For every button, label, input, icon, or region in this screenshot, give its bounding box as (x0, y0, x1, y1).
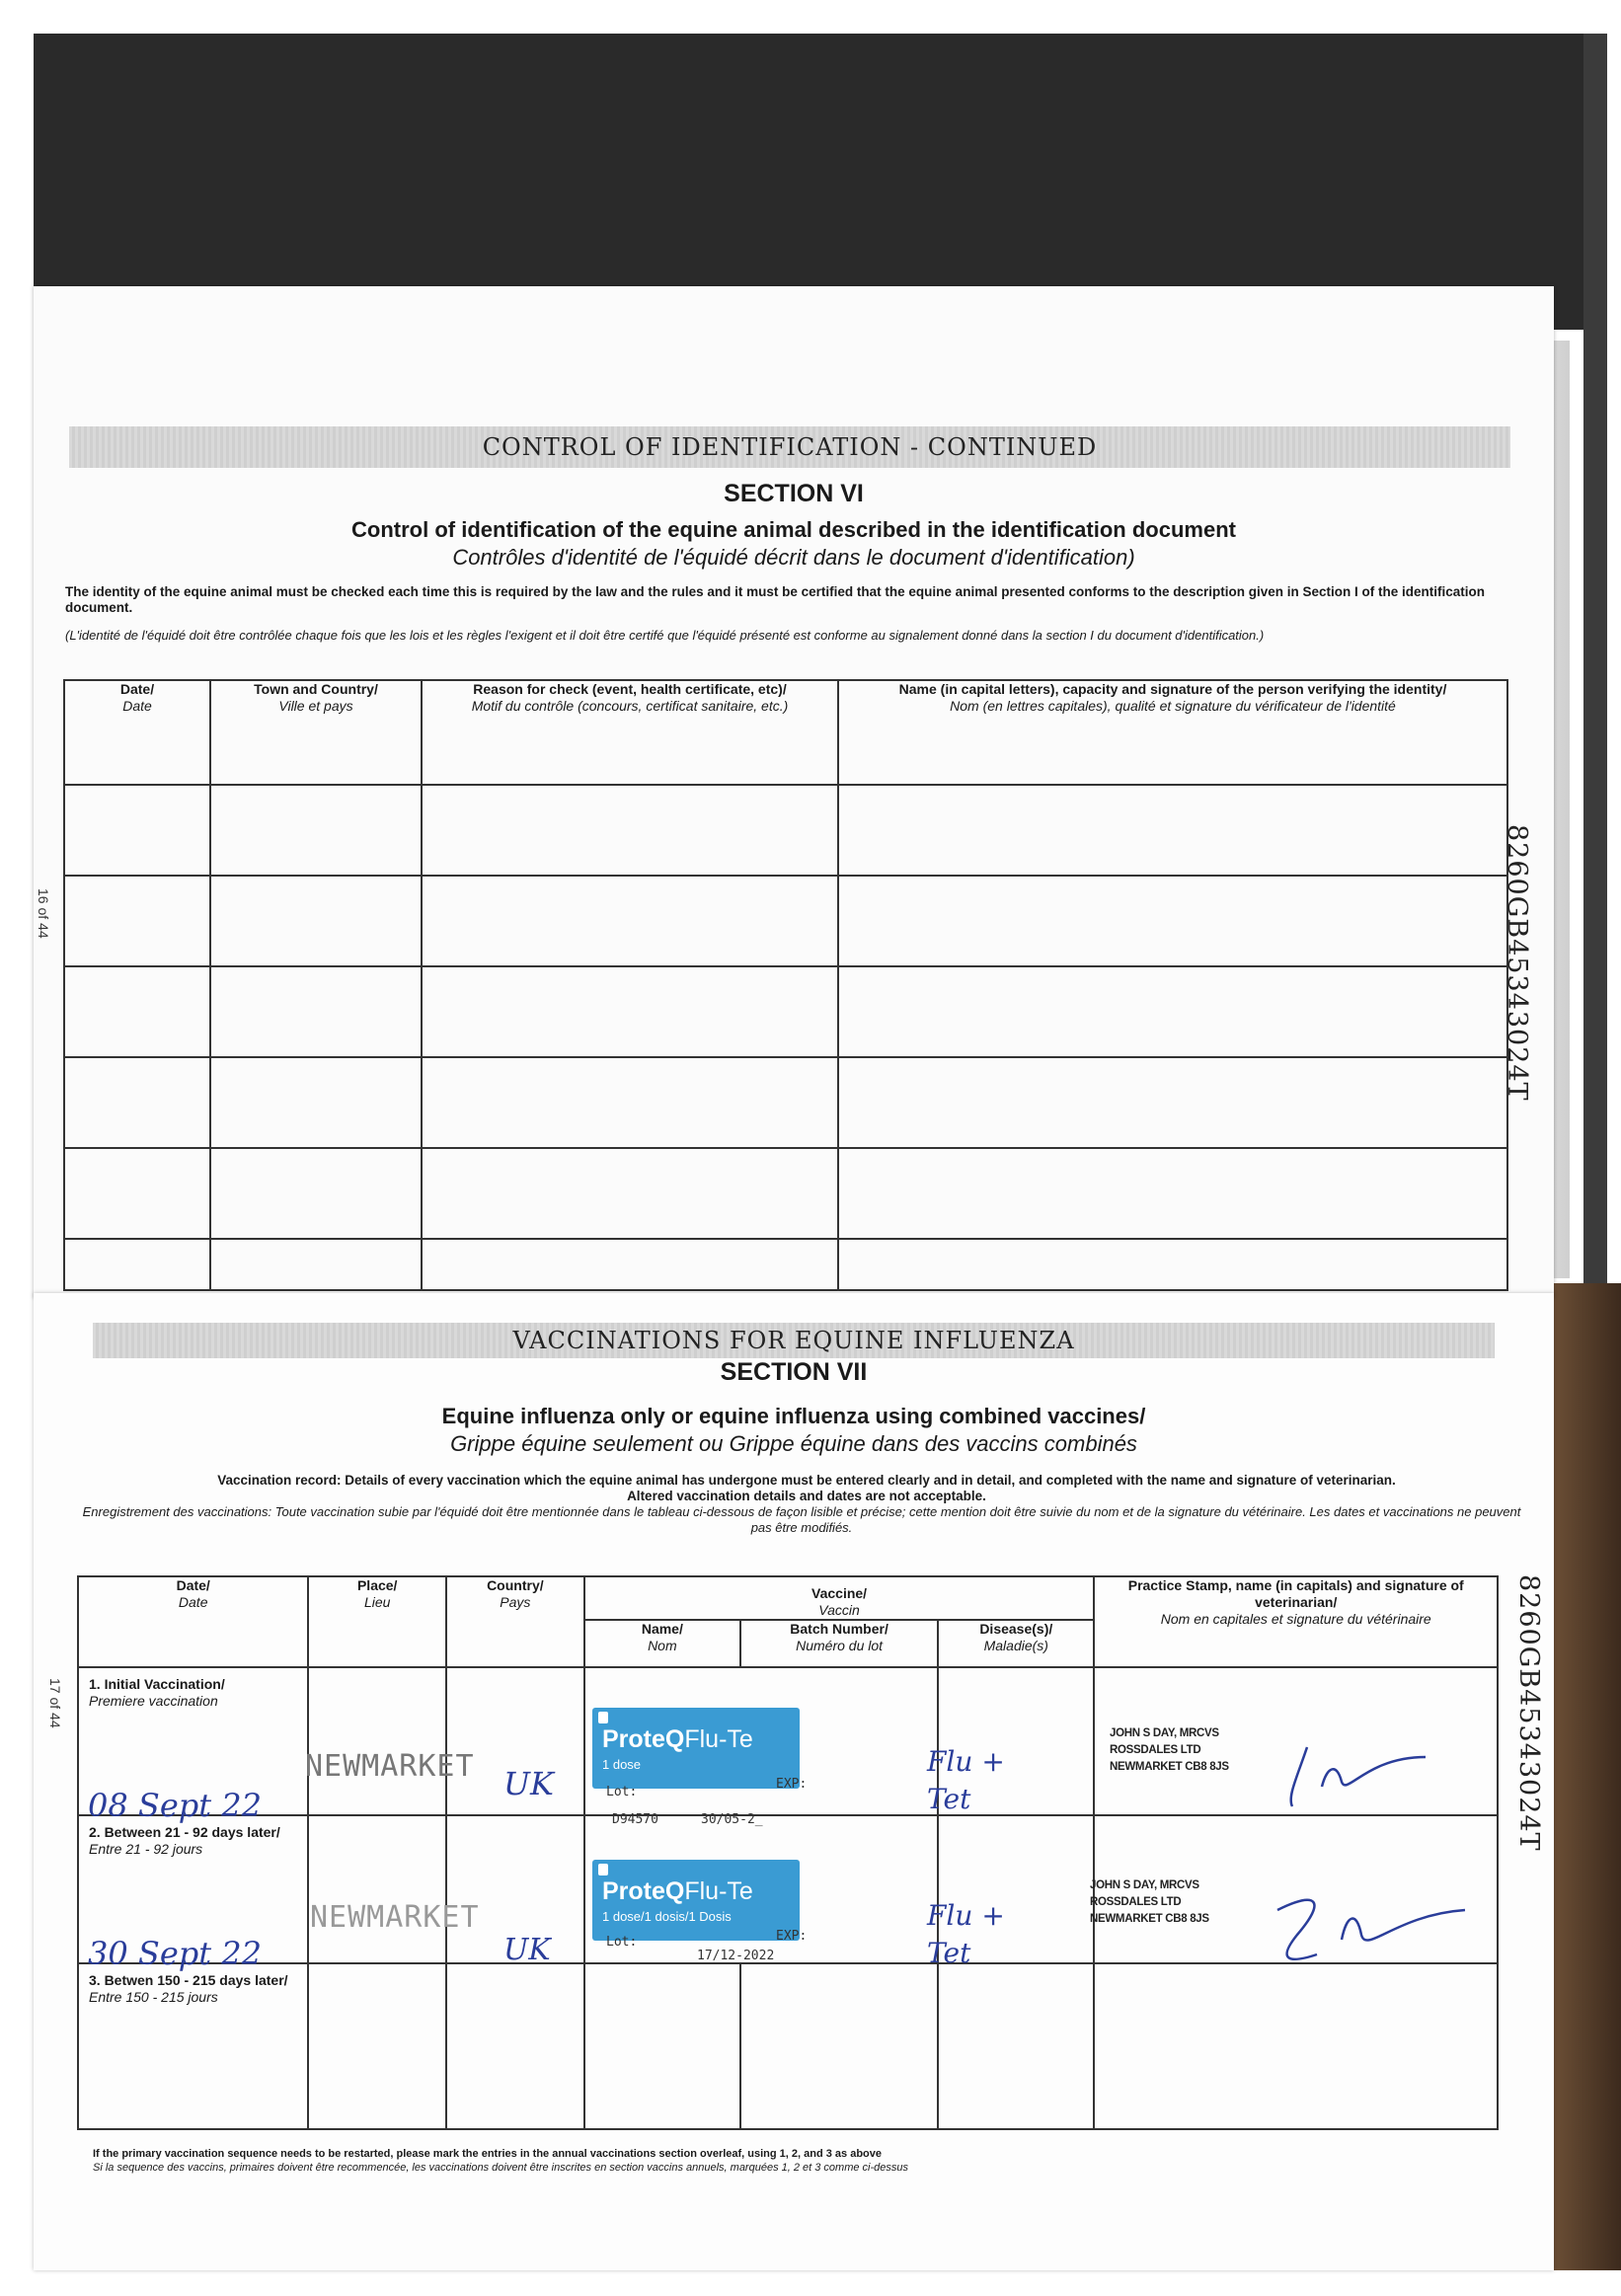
header-en: Town and Country/ (254, 681, 378, 697)
vet-name: JOHN S DAY, MRCVS (1110, 1727, 1219, 1739)
batch-number: D94570 (612, 1812, 658, 1827)
row-label-en: 2. Between 21 - 92 days later/ (89, 1824, 280, 1840)
expiry-date: 30/05-2_ (701, 1812, 763, 1827)
column-header-country (446, 1576, 584, 1667)
table-cell[interactable] (422, 1057, 838, 1148)
section-banner: CONTROL OF IDENTIFICATION - CONTINUED (69, 426, 1510, 468)
vet-practice: ROSSDALES LTD (1110, 1744, 1201, 1756)
header-fr: Numéro du lot (796, 1638, 884, 1653)
lot-label: Lot: (606, 1785, 638, 1799)
header-en: Date/ (119, 681, 155, 697)
table-cell[interactable] (64, 876, 210, 966)
header-en: Name (in capital letters), capacity and signature of the person verifying the identity/ (898, 681, 1447, 697)
table-cell[interactable] (838, 1148, 1507, 1239)
vaccine-type: Flu-Te (684, 1725, 753, 1753)
handwritten-date: 08 Sept 22 (88, 1787, 262, 1824)
section-subtitle-fr: Grippe équine seulement ou Grippe équine dans des vaccins combinés (450, 1431, 1137, 1456)
expiry-date: 17/12-2022 (697, 1949, 775, 1963)
row-label-fr: Entre 21 - 92 jours (89, 1841, 203, 1857)
column-header-disease (938, 1620, 1094, 1667)
table-cell[interactable] (838, 785, 1507, 876)
column-header-vaccine (584, 1576, 1095, 1620)
handwritten-disease: Flu + Tet (927, 1745, 1005, 1815)
header-fr: Pays (500, 1594, 531, 1610)
table-cell[interactable] (210, 1148, 422, 1239)
row-label-fr: Entre 150 - 215 jours (89, 1989, 218, 2005)
vet-signature (1268, 1737, 1465, 1816)
header-fr: Date (122, 698, 152, 714)
table-cell[interactable] (422, 1148, 838, 1239)
vaccine-brand (602, 1725, 753, 1754)
table-cell[interactable] (64, 1057, 210, 1148)
vaccination-table (77, 1575, 1499, 2130)
record-instructions-en: Vaccination record: Details of every vaccination which the equine animal has undergone must be entered clearly and in detail, and completed with the name and signature of veterinarian. (217, 1473, 1396, 1488)
place-stamp: NEWMARKET (305, 1749, 475, 1784)
table-header-row (78, 1576, 1498, 1620)
sticker-arrow-icon (598, 1864, 608, 1875)
header-fr: Motif du contrôle (concours, certificat sanitaire, etc.) (471, 698, 789, 714)
table-cell[interactable] (64, 785, 210, 876)
column-header-verifier (838, 680, 1507, 785)
table-row (64, 1239, 1507, 1290)
footnote-en: If the primary vaccination sequence needs to be restarted, please mark the entries in the annual vaccinations section overleaf, using 1, 2, and 3 as above (93, 2148, 883, 2160)
table-row (64, 876, 1507, 966)
vet-practice: ROSSDALES LTD (1090, 1896, 1182, 1908)
place-cell[interactable] (308, 1815, 446, 1963)
table-cell[interactable] (422, 966, 838, 1057)
table-cell[interactable] (210, 966, 422, 1057)
table-row (64, 785, 1507, 876)
page-section-vi (34, 286, 1554, 1298)
scan-background-right (1583, 34, 1607, 1287)
handwritten-disease: Flu + Tet (927, 1899, 1005, 1969)
section-title: SECTION VII (720, 1358, 868, 1386)
table-cell[interactable] (838, 1057, 1507, 1148)
vaccination-row-3 (78, 1963, 1498, 2129)
place-cell[interactable] (308, 1963, 446, 2129)
vet-signature (1258, 1885, 1485, 1974)
section-banner: VACCINATIONS FOR EQUINE INFLUENZA (93, 1323, 1495, 1358)
column-header-practice-stamp (1094, 1576, 1498, 1667)
header-en: Batch Number/ (790, 1621, 888, 1637)
table-cell[interactable] (210, 876, 422, 966)
header-fr: Nom (en lettres capitales), qualité et signature du vérificateur de l'identité (950, 698, 1396, 714)
column-header-date (64, 680, 210, 785)
column-header-town-country (210, 680, 422, 785)
exp-label: EXP: (776, 1777, 808, 1792)
section-subtitle-en: Equine influenza only or equine influenza using combined vaccines/ (441, 1404, 1146, 1428)
disease-cell[interactable] (938, 1963, 1094, 2129)
table-cell[interactable] (210, 1239, 422, 1290)
table-header-row (64, 680, 1507, 785)
header-fr: Date (178, 1594, 208, 1610)
table-cell[interactable] (838, 1239, 1507, 1290)
header-fr: Nom (648, 1638, 677, 1653)
instructions-fr: (L'identité de l'équidé doit être contrôlée chaque fois que les lois et les règles l'exigent et il doit être certifé que l'équidé présenté est conforme au signalement donné dans la section I du document d'identification.) (65, 628, 1265, 643)
header-en: Name/ (641, 1621, 683, 1637)
page-section-vii (34, 1293, 1554, 2270)
header-en: Vaccine/ (811, 1585, 868, 1601)
record-instructions-fr: Enregistrement des vaccinations: Toute vaccination subie par l'équidé doit être mentionnée dans le tableau ci-dessous de façon lisible et précise; cette mention doit être suivie du nom et de la signature du vétérinaire. Les dates et vaccinations ne peuvent pas être modifiés. (82, 1504, 1521, 1535)
header-fr: Nom en capitales et signature du vétérinaire (1160, 1611, 1431, 1627)
header-en: Place/ (356, 1577, 398, 1593)
page-number: 17 of 44 (47, 1678, 63, 1728)
table-row (64, 1057, 1507, 1148)
passport-id-side: 8260GB45343024T (1502, 824, 1532, 1102)
vaccine-sticker (592, 1708, 800, 1789)
table-cell[interactable] (422, 876, 838, 966)
name-cell[interactable] (584, 1963, 740, 2129)
vaccine-dose: 1 dose (602, 1757, 642, 1772)
sticker-arrow-icon (598, 1712, 608, 1723)
header-en: Practice Stamp, name (in capitals) and signature of veterinarian/ (1127, 1577, 1464, 1610)
table-row (64, 1148, 1507, 1239)
section-subtitle-en: Control of identification of the equine animal described in the identification document (351, 517, 1236, 542)
practice-stamp-cell[interactable] (1094, 1963, 1498, 2129)
table-cell[interactable] (64, 1239, 210, 1290)
handwritten-country: UK (503, 1933, 551, 1967)
vaccine-brand (602, 1877, 753, 1906)
row-label-cell (78, 1963, 308, 2129)
row-label-en: 3. Betwen 150 - 215 days later/ (89, 1972, 288, 1988)
passport-id-side: 8260GB45343024T (1513, 1574, 1544, 1852)
exp-label: EXP: (776, 1929, 808, 1944)
table-row (64, 966, 1507, 1057)
column-header-place (308, 1576, 446, 1667)
vet-stamp (1110, 1725, 1229, 1776)
lot-label: Lot: (606, 1935, 638, 1950)
column-header-batch (740, 1620, 938, 1667)
table-cell[interactable] (422, 1239, 838, 1290)
handwritten-date: 30 Sept 22 (88, 1935, 262, 1972)
table-cell[interactable] (64, 1148, 210, 1239)
instructions-en: The identity of the equine animal must be checked each time this is required by the law and the rules and it must be certified that the equine animal presented conforms to the description given in Section I of the identification document. (65, 584, 1486, 615)
vaccine-brand-text: ProteQ (602, 1877, 685, 1905)
header-fr: Vaccin (818, 1602, 860, 1618)
header-fr: Ville et pays (278, 698, 353, 714)
table-cell[interactable] (838, 966, 1507, 1057)
table-cell[interactable] (210, 1057, 422, 1148)
vet-address: NEWMARKET CB8 8JS (1090, 1913, 1209, 1925)
header-en: Reason for check (event, health certificate, etc)/ (473, 681, 787, 697)
section-title: SECTION VI (724, 480, 864, 507)
header-fr: Lieu (363, 1594, 391, 1610)
vet-address: NEWMARKET CB8 8JS (1110, 1761, 1229, 1773)
column-header-date (78, 1576, 308, 1667)
header-en: Date/ (176, 1577, 210, 1593)
footnote-fr: Si la sequence des vaccins, primaires doivent être recommencée, les vaccinations doivent être inscrites en section vaccins annuels, marquées 1, 2 et 3 comme ci-dessus (93, 2162, 909, 2174)
vaccine-brand-text: ProteQ (602, 1725, 685, 1753)
scan-background-top (34, 34, 1583, 330)
place-stamp: NEWMARKET (310, 1900, 480, 1935)
record-instructions-en-2: Altered vaccination details and dates are not acceptable. (627, 1489, 986, 1503)
vaccine-type: Flu-Te (684, 1877, 753, 1905)
table-cell[interactable] (210, 785, 422, 876)
handwritten-country: UK (503, 1765, 554, 1802)
place-cell[interactable] (308, 1667, 446, 1815)
vaccine-dose: 1 dose/1 dosis/1 Dosis (602, 1909, 732, 1924)
batch-cell[interactable] (740, 1963, 938, 2129)
header-fr: Maladie(s) (983, 1638, 1048, 1653)
table-cell[interactable] (838, 876, 1507, 966)
header-en: Disease(s)/ (979, 1621, 1053, 1637)
row-label-fr: Premiere vaccination (89, 1693, 218, 1709)
table-cell[interactable] (422, 785, 838, 876)
vaccine-sticker (592, 1860, 800, 1941)
identification-check-table (63, 679, 1508, 1291)
vet-name: JOHN S DAY, MRCVS (1090, 1879, 1199, 1891)
section-subtitle-fr: Contrôles d'identité de l'équidé décrit dans le document d'identification) (452, 545, 1135, 570)
column-header-name (584, 1620, 740, 1667)
header-en: Country/ (487, 1577, 544, 1593)
column-header-reason (422, 680, 838, 785)
table-cell[interactable] (64, 966, 210, 1057)
row-label-en: 1. Initial Vaccination/ (89, 1676, 225, 1692)
country-cell[interactable] (446, 1963, 584, 2129)
vet-stamp (1090, 1877, 1209, 1928)
page-number: 16 of 44 (36, 888, 51, 939)
